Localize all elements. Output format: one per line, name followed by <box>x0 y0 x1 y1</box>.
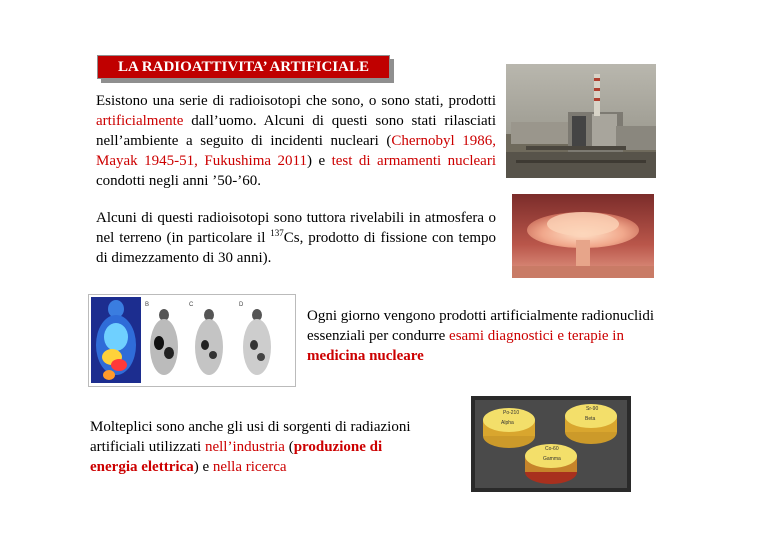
intro-paragraph: Esistono una serie di radioisotopi che sono, o sono stati, prodotti artificialmente dall’uomo. Alcuni di questi sono stati rilasciati nell’ambiente a seguito di incidenti nucleari (Chernobyl 1986, Mayak 1945-51, Fukushima 2011) e test di armamenti nucleari condotti negli anni ’50-’60. <box>96 93 497 189</box>
nuclear-explosion-photo <box>512 194 654 278</box>
pet-scans-image <box>88 294 296 387</box>
source-type-alpha: Alpha <box>501 420 514 426</box>
cesium-paragraph: Alcuni di questi radioisotopi sono tuttora rivelabili in atmosfera o nel terreno (in particolare il $^{137}$Cs, prodotto di fissione con tempo di dimezzamento di 30 anni). <box>96 210 497 266</box>
chernobyl-plant-photo <box>506 64 656 178</box>
industry-paragraph: Molteplici sono anche gli usi di sorgenti di radiazioni artificiali utilizzati nell’industria (produzione di energia elettrica) e nella ricerca <box>90 419 411 475</box>
source-type-beta: Beta <box>585 416 596 422</box>
source-type-gamma: Gamma <box>543 456 561 462</box>
source-label-po: Po-210 <box>503 410 520 416</box>
medicine-paragraph: Ogni giorno vengono prodotti artificialmente radionuclidi essenziali per condurre esami diagnostici e terapie in medicina nucleare <box>307 308 654 364</box>
scan-label-b: B <box>145 302 150 308</box>
radioactive-sources-photo <box>471 396 631 492</box>
source-label-co: Co-60 <box>545 446 559 452</box>
scan-label-d: D <box>239 302 244 308</box>
source-label-sr: Sr-90 <box>586 406 599 412</box>
page-title: LA RADIOATTIVITA’ ARTIFICIALE <box>97 55 390 79</box>
scan-label-c: C <box>189 302 194 308</box>
